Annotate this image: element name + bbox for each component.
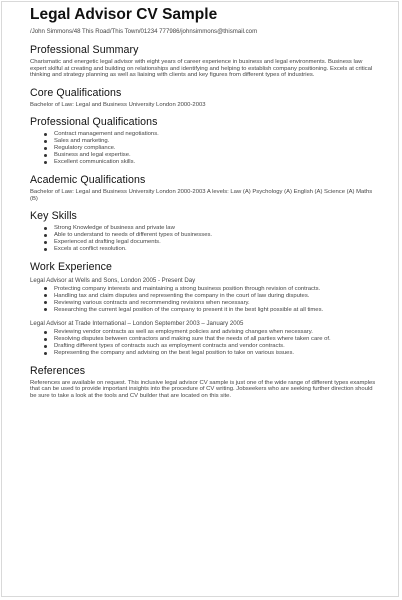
bullet-icon	[44, 301, 47, 304]
heading-key-skills: Key Skills	[30, 210, 77, 223]
job-duties-list	[30, 286, 380, 314]
job-title-wells-and-sons: Legal Advisor at Wells and Sons, London 2005 - Present Day	[30, 276, 196, 284]
list-item: Drafting different types of contracts such as employment contracts and vendor contracts.	[54, 343, 380, 350]
list-item: Excels at conflict resolution.	[54, 246, 380, 253]
bullet-icon	[44, 140, 47, 143]
list-item: Excellent communication skills.	[54, 159, 380, 166]
bullet-icon	[44, 338, 47, 341]
bullet-icon	[44, 345, 47, 348]
bullet-icon	[44, 227, 47, 230]
bullet-icon	[44, 133, 47, 136]
heading-professional-qualifications: Professional Qualifications	[30, 116, 158, 129]
list-item: Experienced at drafting legal documents.	[54, 239, 380, 246]
heading-work-experience: Work Experience	[30, 260, 112, 273]
list-item: Protecting company interests and maintaining a strong business position through revision of contracts.	[54, 286, 380, 293]
bullet-icon	[44, 308, 47, 311]
cv-title: Legal Advisor CV Sample	[30, 6, 218, 23]
list-item: Representing the company and advising on the best legal position to take on various issues.	[54, 350, 380, 357]
academic-qualifications-text: Bachelor of Law: Legal and Business University London 2000-2003 A levels: Law (A) Psychology (A) English (A) Science (A) Maths (B)	[30, 188, 373, 202]
heading-references: References	[30, 364, 86, 377]
list-item: Business and legal expertise.	[54, 152, 380, 159]
bullet-icon	[44, 294, 47, 297]
job-duties-list	[30, 329, 380, 357]
list-item: Researching the current legal position of the company to present it in the best light possible at all times.	[54, 307, 380, 314]
key-skills-list	[30, 225, 380, 253]
heading-professional-summary: Professional Summary	[30, 44, 139, 56]
bullet-icon	[44, 352, 47, 355]
professional-qualifications-list	[30, 131, 380, 166]
contact-details: /John Simmons/48 This Road/This Town/01234 777986/johnsimmons@thismail.com	[30, 28, 258, 35]
references-text: References are available on request. This inclusive legal advisor CV sample is just one of the wide range of different types examples that can be used to provide important insights into the procedure of CV writing. Jobseekers who are seeking further direction should be sure to take a look at the tools and CV builder that are located on this site.	[30, 379, 376, 399]
list-item: Resolving disputes between contractors and making sure that the needs of all parties where taken care of.	[54, 336, 380, 343]
bullet-icon	[44, 154, 47, 157]
list-item: Sales and marketing.	[54, 138, 380, 145]
bullet-icon	[44, 248, 47, 251]
list-item: Regulatory compliance.	[54, 145, 380, 152]
bullet-icon	[44, 234, 47, 237]
list-item: Reviewing various contracts and recommending revisions when necessary.	[54, 300, 380, 307]
bullet-icon	[44, 161, 47, 164]
bullet-icon	[44, 241, 47, 244]
heading-core-qualifications: Core Qualifications	[30, 86, 122, 99]
list-item: Able to understand to needs of different types of businesses.	[54, 232, 380, 239]
list-item: Handling tax and claim disputes and representing the company in the court of law during disputes.	[54, 293, 380, 300]
heading-academic-qualifications: Academic Qualifications	[30, 173, 146, 186]
list-item: Reviewing vendor contracts as well as employment policies and advising changes when necessary.	[54, 329, 380, 336]
core-qualifications-text: Bachelor of Law: Legal and Business University London 2000-2003	[30, 101, 206, 108]
cv-document	[30, 6, 380, 400]
job-title-trade-international: Legal Advisor at Trade International – London September 2003 – January 2005	[30, 320, 244, 328]
summary-text: Charismatic and energetic legal advisor with eight years of career experience in business and legal environments. Business law expert skilful at creating and building on relationships and identifying and helping to establish company positioning. Excels at critical thinking and strategy planning as well as liaising with clients and key figures from different types of industries.	[30, 59, 373, 79]
list-item: Contract management and negotiations.	[54, 131, 380, 138]
bullet-icon	[44, 147, 47, 150]
bullet-icon	[44, 287, 47, 290]
spacer	[30, 313, 380, 317]
bullet-icon	[44, 331, 47, 334]
list-item: Strong Knowledge of business and private law	[54, 225, 380, 232]
